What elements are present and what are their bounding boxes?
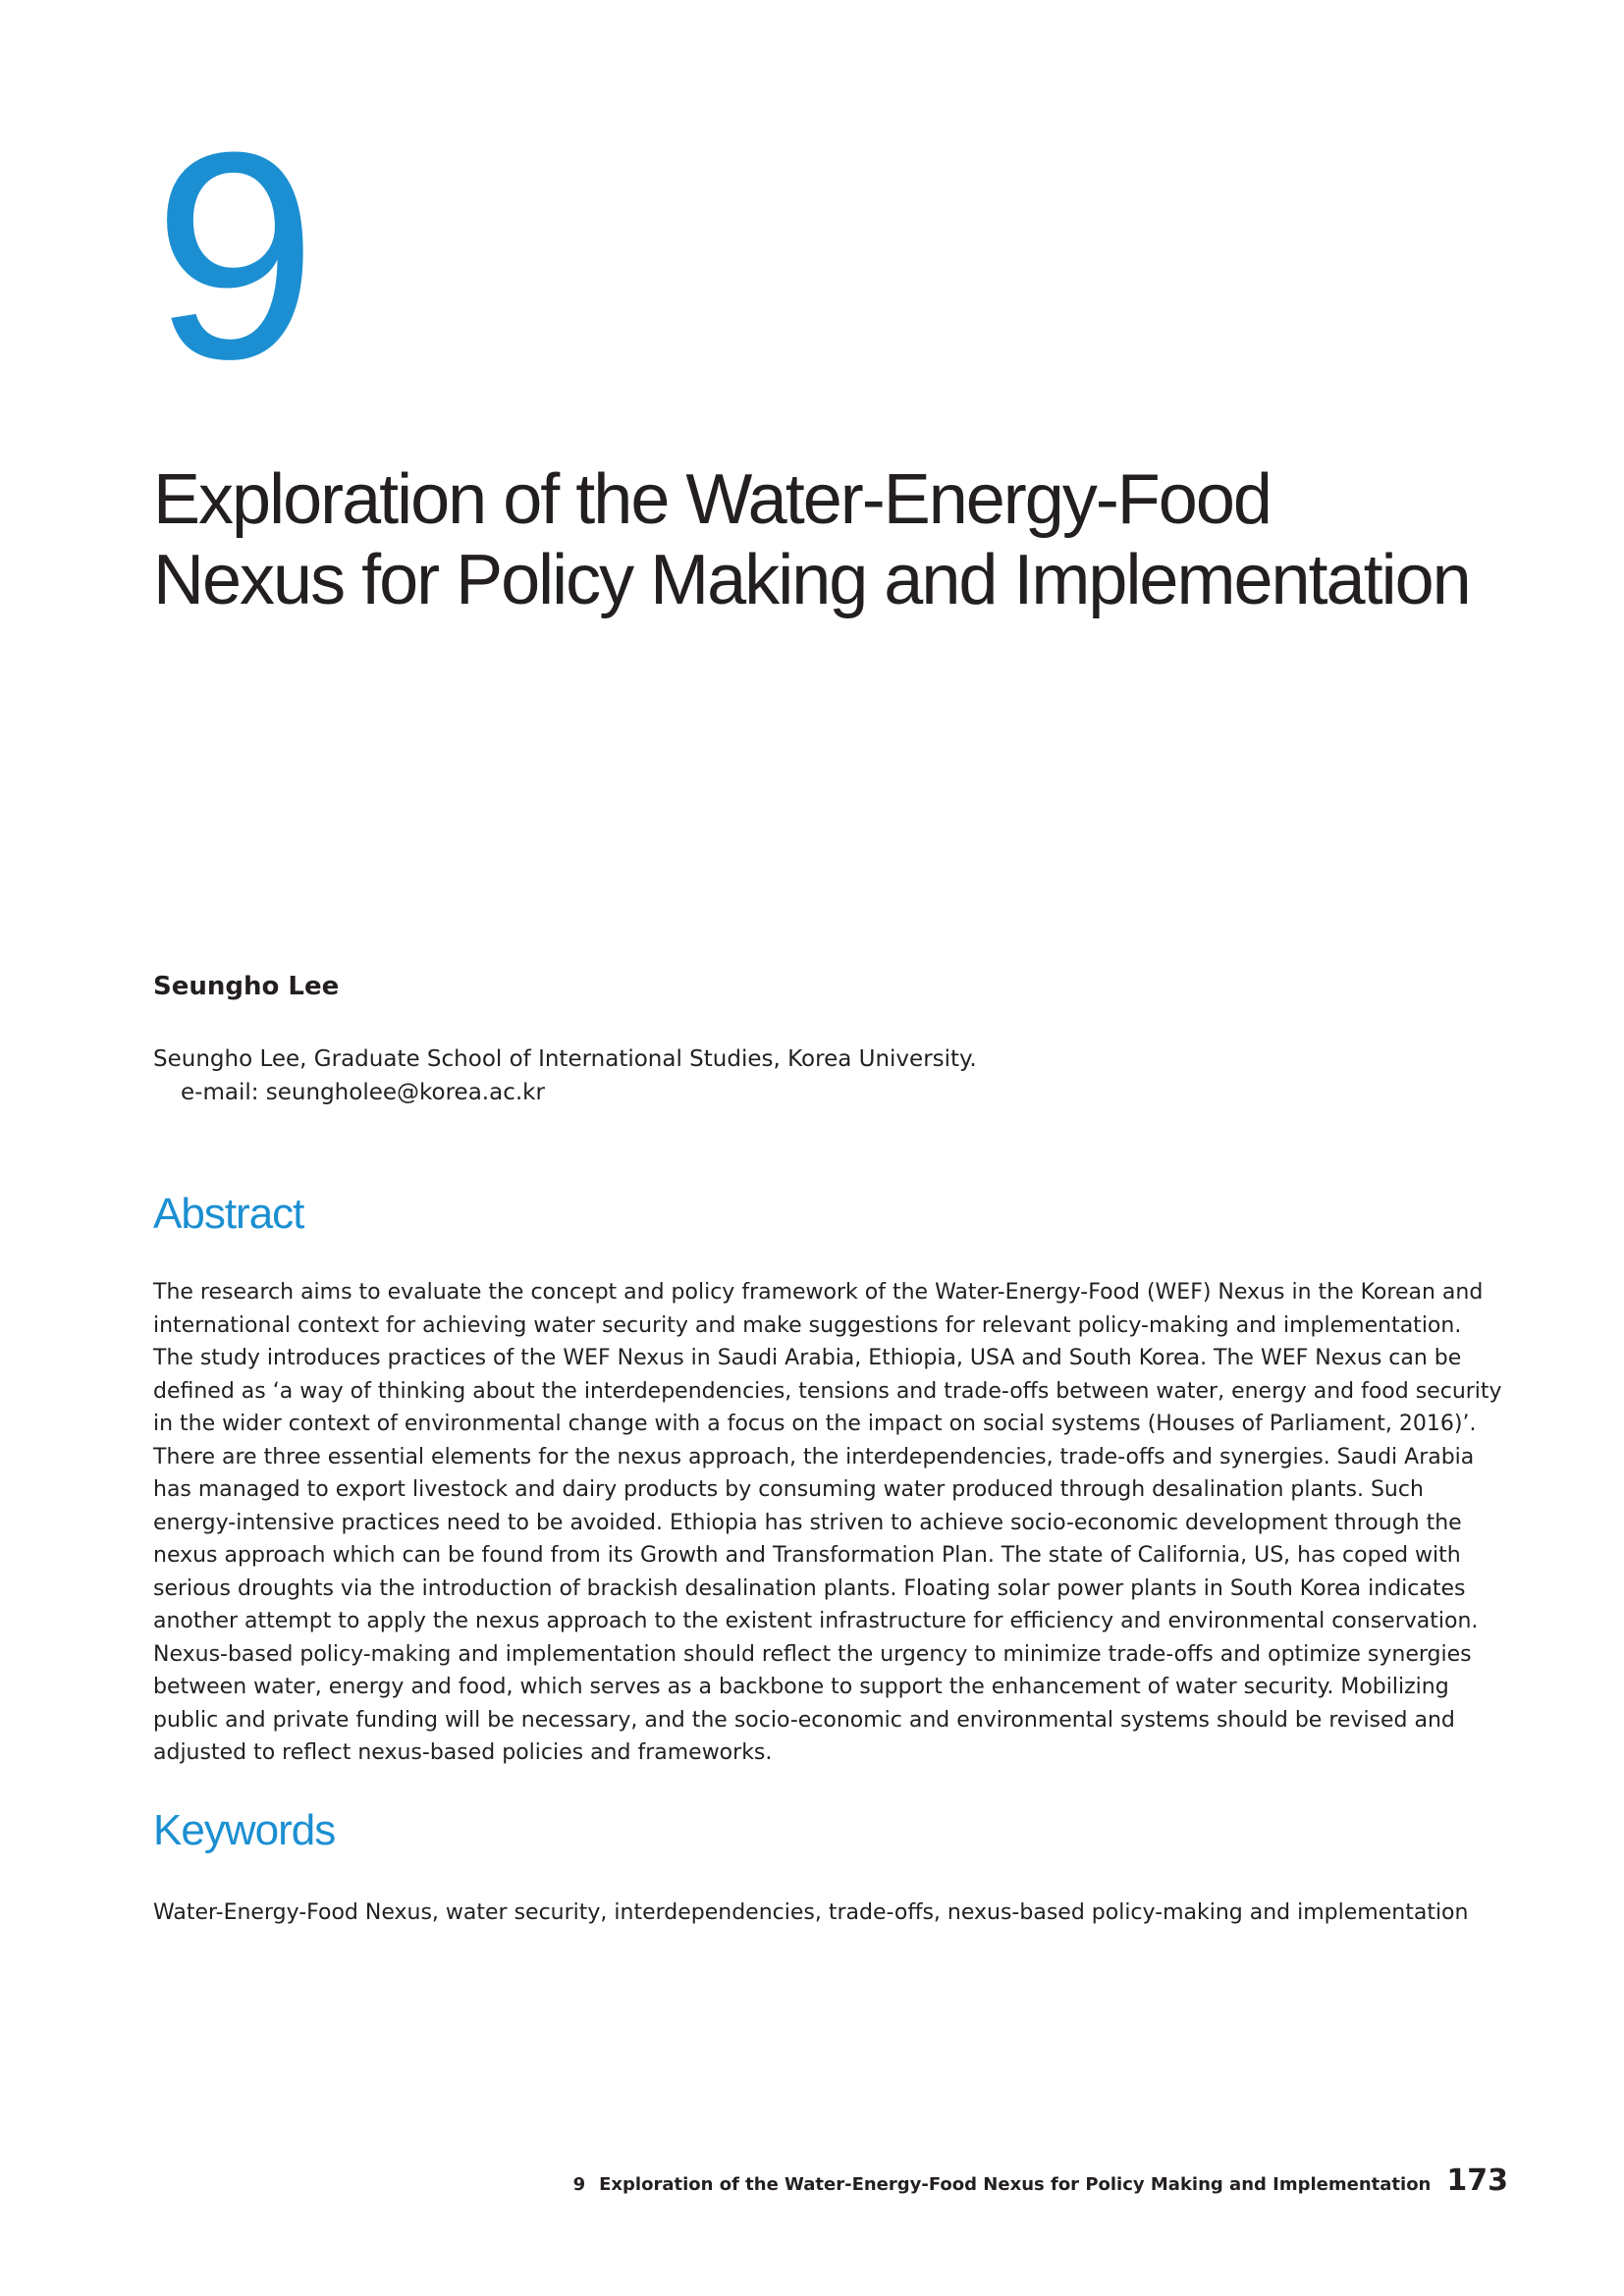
- chapter-title-line-2: Nexus for Policy Making and Implementation: [153, 541, 1470, 619]
- chapter-number: 9: [153, 90, 317, 420]
- footer-running-title: Exploration of the Water-Energy-Food Nexus for Policy Making and Implementation: [599, 2174, 1432, 2195]
- keywords-heading: Keywords: [153, 1806, 336, 1854]
- chapter-title-line-1: Exploration of the Water-Energy-Food: [153, 460, 1271, 539]
- abstract-paragraph-2: The study introduces practices of the WEF Nexus in Saudi Arabia, Ethiopia, USA and South Korea. The WEF Nexus can be defined as ‘a way of thinking about the interdependencies, tensions and trade-offs between water, energy and food security in the wider context of environmental change with a focus on the impact on social systems (Houses of Parliament, 2016)’. There are three essential elements for the nexus approach, the interdependencies, trade-offs and synergies. Saudi Arabia has managed to export livestock and dairy products by consuming water produced through desalination plants. Such energy-intensive practices need to be avoided. Ethiopia has striven to achieve socio-economic development through the nexus approach which can be found from its Growth and Transformation Plan. The state of California, US, has coped with serious droughts via the introduction of brackish desalination plants. Floating solar power plants in South Korea indicates another attempt to apply the nexus approach to the existent infrastructure for efficiency and environmental conservation. Nexus-based policy-making and implementation should reflect the urgency to minimize trade-offs and optimize synergies between water, energy and food, which serves as a backbone to support the enhancement of water security. Mobilizing public and private funding will be necessary, and the socio-economic and environmental systems should be revised and adjusted to reflect nexus-based policies and frameworks.: [153, 1346, 1502, 1765]
- author-name: Seungho Lee: [153, 972, 340, 1001]
- footer-running-head: [573, 2174, 1432, 2195]
- author-affiliation-block: [153, 1042, 977, 1109]
- abstract-body: [153, 1276, 1508, 1770]
- author-email: e-mail: seungholee@korea.ac.kr: [181, 1080, 545, 1105]
- footer-chapter-number: 9: [572, 2174, 586, 2195]
- author-affiliation: Seungho Lee, Graduate School of International Studies, Korea University.: [153, 1046, 977, 1072]
- keywords-text: Water-Energy-Food Nexus, water security, interdependencies, trade-offs, nexus-based policy-making and implementation: [153, 1900, 1469, 1925]
- chapter-title: [153, 459, 1508, 620]
- page-footer: [573, 2163, 1508, 2198]
- page-number: 173: [1446, 2163, 1508, 2198]
- abstract-paragraph-1: The research aims to evaluate the concept and policy framework of the Water-Energy-Food (WEF) Nexus in the Korean and international context for achieving water security and make suggestions for relevant policy-making and implementation.: [153, 1280, 1484, 1338]
- abstract-heading: Abstract: [153, 1190, 304, 1238]
